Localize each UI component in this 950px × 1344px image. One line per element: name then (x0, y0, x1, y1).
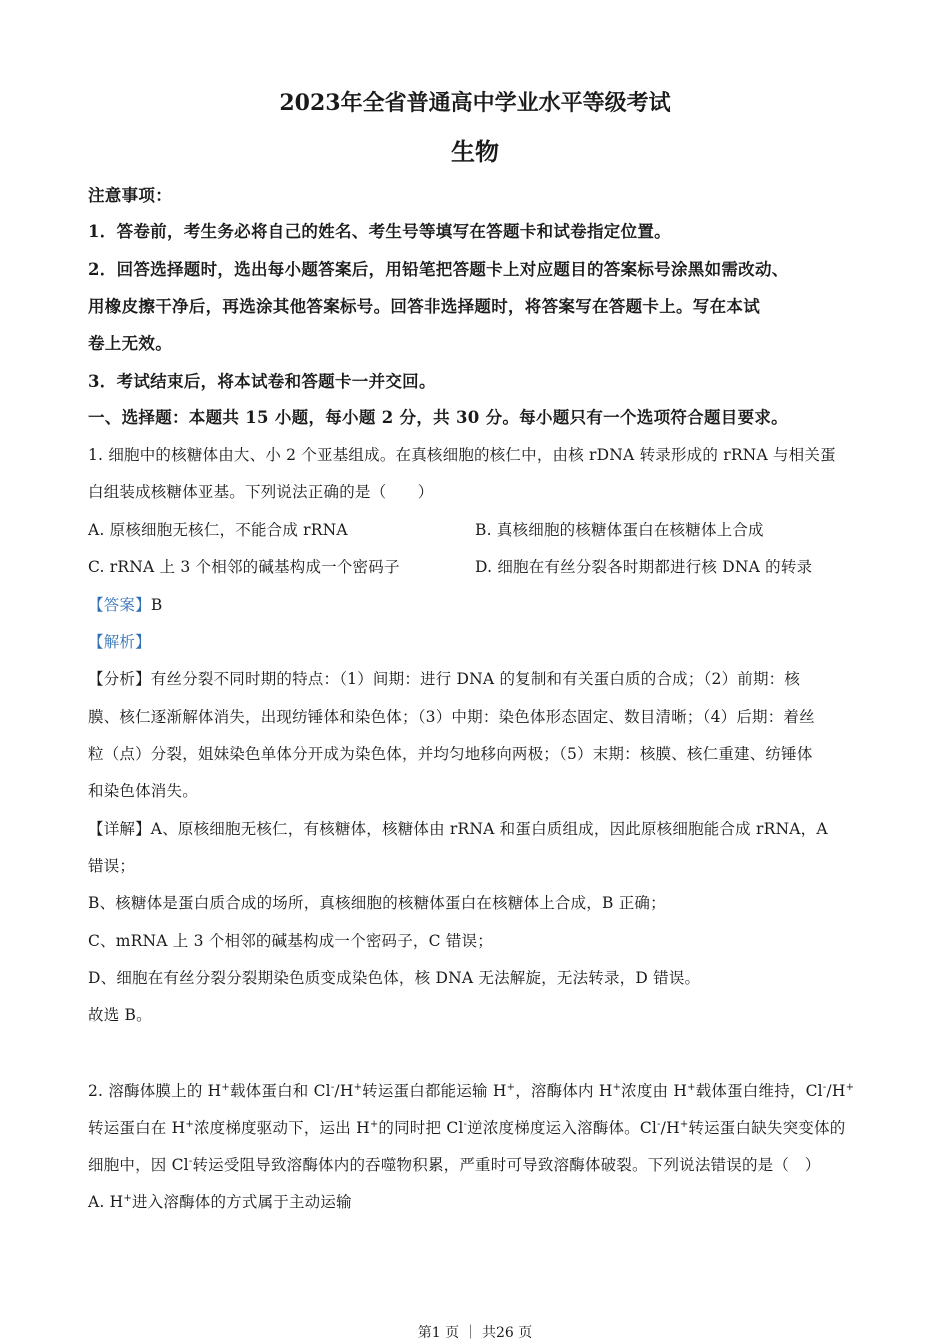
q1-xiangjie-line1: 【详解】A、原核细胞无核仁，有核糖体，核糖体由 rRNA 和蛋白质组成，因此原核细胞能合成 rRNA，A (88, 820, 828, 838)
notice-item-2-line1: 2．回答选择题时，选出每小题答案后，用铅笔把答题卡上对应题目的答案标号涂黑如需改动、 (88, 260, 789, 279)
q1-xiangjie-d: D、细胞在有丝分裂分裂期染色质变成染色体，核 DNA 无法解旋，无法转录，D 错误。 (88, 969, 701, 987)
q2-option-a: A. H+进入溶酶体的方式属于主动运输 (88, 1192, 352, 1211)
notice-item-2-line2: 用橡皮擦干净后，再选涂其他答案标号。回答非选择题时，将答案写在答题卡上。写在本试 (88, 297, 760, 316)
q1-fenxi-line4: 和染色体消失。 (88, 782, 198, 800)
section-heading: 一、选择题：本题共 15 小题，每小题 2 分，共 30 分。每小题只有一个选项符合题目要求。 (88, 408, 788, 427)
q1-fenxi-line1: 【分析】有丝分裂不同时期的特点：（1）间期：进行 DNA 的复制和有关蛋白质的合成；（2）前期：核 (88, 670, 801, 688)
q1-conclusion: 故选 B。 (88, 1006, 152, 1024)
exam-title: 2023年全省普通高中学业水平等级考试 (279, 90, 671, 116)
notice-item-2-line3: 卷上无效。 (88, 334, 172, 353)
q1-xiangjie-c: C、mRNA 上 3 个相邻的碱基构成一个密码子，C 错误； (88, 932, 493, 950)
q2-stem-line3: 细胞中，因 Cl-转运受阻导致溶酶体内的吞噬物积累，严重时可导致溶酶体破裂。下列说法错误的是（ ） (88, 1155, 821, 1174)
q1-fenxi-line3: 粒（点）分裂，姐妹染色单体分开成为染色体，并均匀地移向两极；（5）末期：核膜、核仁重建、纺锤体 (88, 745, 813, 763)
q1-fenxi-line2: 膜、核仁逐渐解体消失，出现纺锤体和染色体；（3）中期：染色体形态固定、数目清晰；（4）后期：着丝 (88, 708, 815, 726)
notice-heading: 注意事项： (88, 186, 172, 205)
q2-stem-line1: 2. 溶酶体膜上的 H+载体蛋白和 Cl-/H+转运蛋白都能运输 H+，溶酶体内 H+浓度由 H+载体蛋白维持，Cl-/H+ (88, 1081, 855, 1100)
q1-xiangjie-b: B、核糖体是蛋白质合成的场所，真核细胞的核糖体蛋白在核糖体上合成，B 正确； (88, 894, 666, 912)
page-footer: 第1 页 ｜ 共26 页 (417, 1325, 533, 1341)
subject-title: 生物 (451, 137, 499, 166)
notice-item-3: 3．考试结束后，将本试卷和答题卡一并交回。 (88, 372, 436, 391)
analysis-tag: 【解析】 (88, 633, 151, 651)
q1-xiangjie-line2: 错误； (88, 857, 136, 875)
q1-option-b: B. 真核细胞的核糖体蛋白在核糖体上合成 (475, 521, 764, 539)
answer-value: B (150, 596, 163, 614)
notice-item-1: 1．答卷前，考生务必将自己的姓名、考生号等填写在答题卡和试卷指定位置。 (88, 222, 671, 241)
q1-option-c: C. rRNA 上 3 个相邻的碱基构成一个密码子 (88, 558, 400, 576)
q1-answer (88, 593, 162, 615)
q1-stem-line1: 1. 细胞中的核糖体由大、小 2 个亚基组成。在真核细胞的核仁中，由核 rDNA 转录形成的 rRNA 与相关蛋 (88, 446, 836, 464)
q1-option-d: D. 细胞在有丝分裂各时期都进行核 DNA 的转录 (475, 558, 813, 576)
q1-stem-line2: 白组装成核糖体亚基。下列说法正确的是（ ） (88, 483, 434, 501)
answer-tag: 【答案】 (88, 596, 151, 614)
q2-stem-line2: 转运蛋白在 H+浓度梯度驱动下，运出 H+的同时把 Cl-逆浓度梯度运入溶酶体。Cl-/H+转运蛋白缺失突变体的 (88, 1118, 846, 1137)
q1-option-a: A. 原核细胞无核仁，不能合成 rRNA (88, 521, 348, 539)
